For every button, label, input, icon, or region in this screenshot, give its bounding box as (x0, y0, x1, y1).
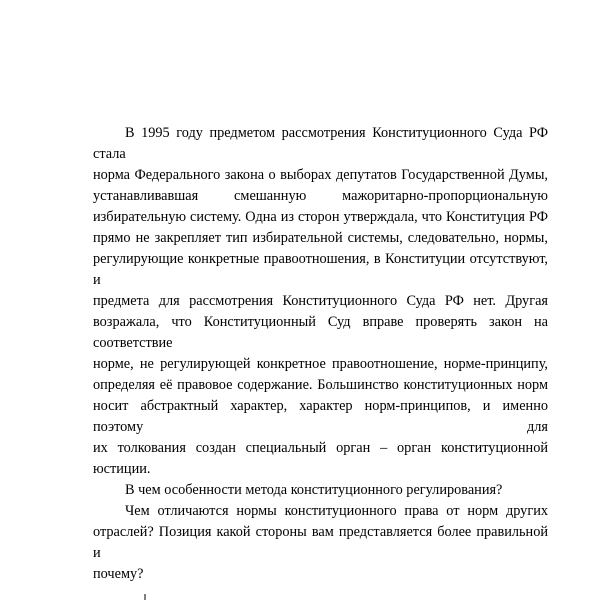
document-text[interactable] (93, 123, 548, 600)
text-cursor (144, 594, 146, 600)
text-line[interactable]: В чем особенности метода конституционного регулирования? (125, 482, 503, 498)
text-line[interactable]: предмета для рассмотрения Конституционного Суда РФ нет. Другая (93, 293, 548, 309)
text-line[interactable]: их толкования создан специальный орган – орган конституционной юстиции. (93, 440, 548, 477)
text-line[interactable]: норма Федерального закона о выборах депутатов Государственной Думы, (93, 167, 548, 183)
text-line[interactable]: Чем отличаются нормы конституционного права от норм других (125, 503, 548, 519)
text-line[interactable]: отраслей? Позиция какой стороны вам представляется более правильной и (93, 524, 548, 561)
text-line[interactable]: возражала, что Конституционный Суд вправе проверять закон на соответствие (93, 314, 548, 351)
text-line[interactable]: носит абстрактный характер, характер норм-принципов, и именно поэтому для (93, 398, 548, 435)
text-line[interactable]: регулирующие конкретные правоотношения, в Конституции отсутствуют, и (93, 251, 548, 288)
text-line[interactable]: В 1995 году предметом рассмотрения Конституционного Суда РФ стала (93, 125, 548, 162)
text-line[interactable]: норме, не регулирующей конкретное правоотношение, норме-принципу, (93, 356, 548, 372)
cursor-line (93, 585, 548, 600)
text-line[interactable]: прямо не закрепляет тип избирательной системы, следовательно, нормы, (93, 230, 548, 246)
text-line[interactable]: устанавливавшая смешанную мажоритарно-пропорциональную (93, 188, 548, 204)
text-line[interactable]: почему? (93, 566, 144, 582)
text-line[interactable]: определяя её правовое содержание. Большинство конституционных норм (93, 377, 548, 393)
text-line[interactable]: избирательную систему. Одна из сторон утверждала, что Конституция РФ (93, 209, 548, 225)
